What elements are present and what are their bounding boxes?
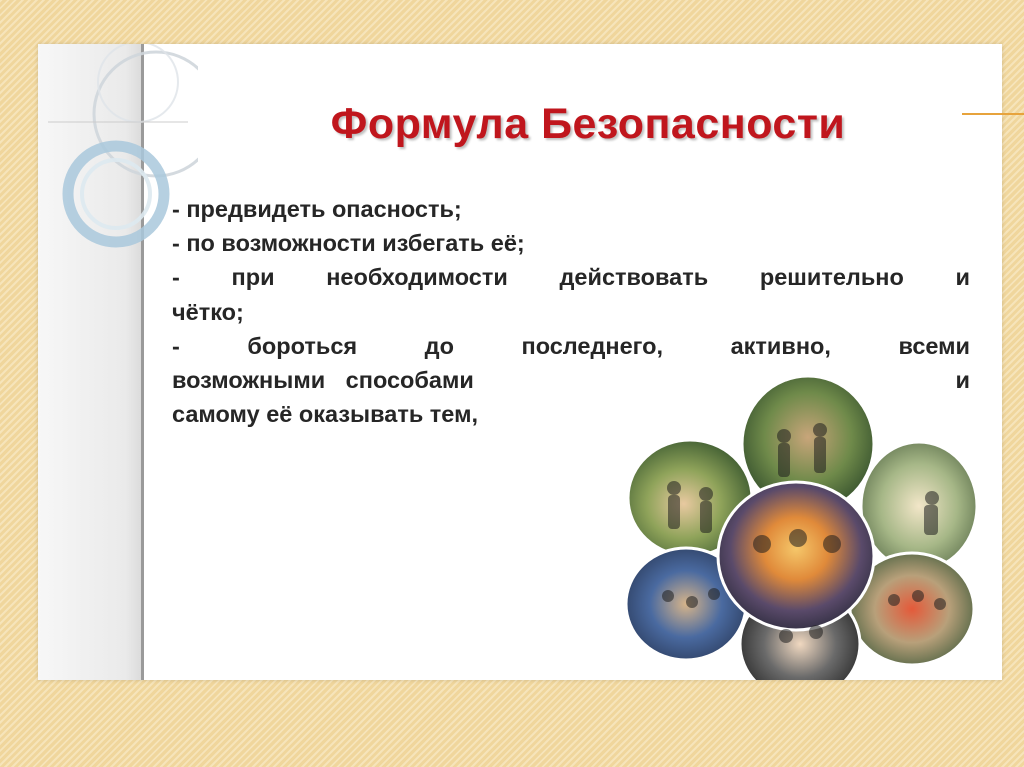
accent-line [962, 113, 1024, 115]
rule-line-start: возможными способами [172, 367, 474, 394]
petal-right [861, 442, 977, 570]
flower-center [718, 482, 874, 630]
rule-line: самому её оказывать тем, [172, 401, 478, 428]
rule-line: чётко; [172, 298, 244, 325]
rule-line: - бороться до последнего, активно, всеми [172, 332, 970, 359]
rule-line-end: и [955, 367, 970, 394]
rule-line: - по возможности избегать её; [172, 230, 525, 257]
flower-photo-collage [594, 366, 978, 680]
slide [38, 44, 1002, 680]
rule-line: - предвидеть опасность; [172, 196, 462, 222]
rule-line: - при необходимости действовать решительно и [172, 264, 970, 291]
slide-title: Формула Безопасности [330, 100, 846, 148]
